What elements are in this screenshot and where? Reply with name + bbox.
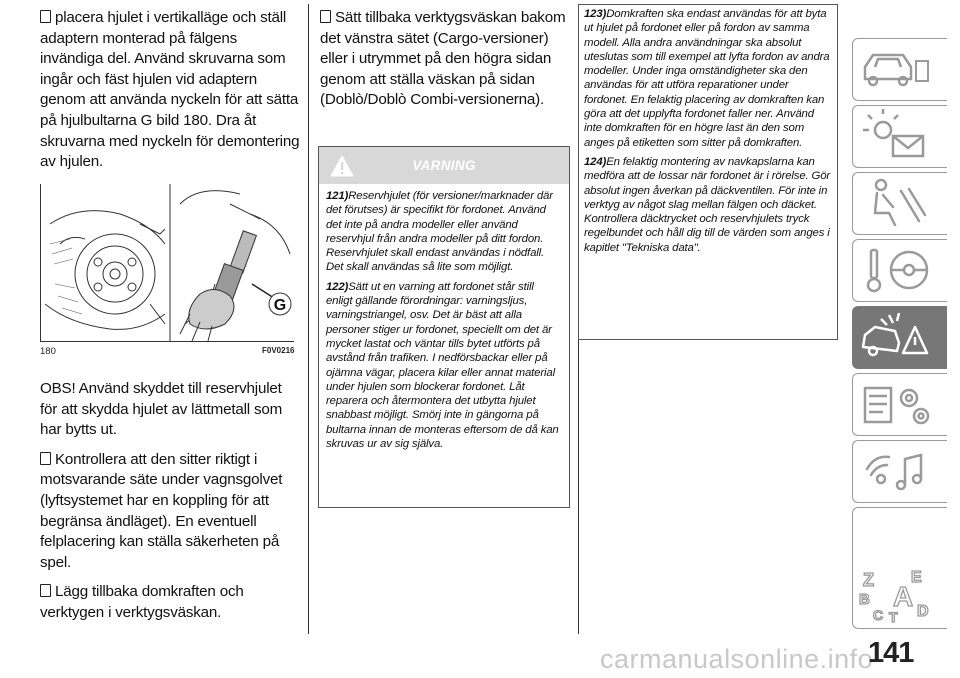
warning-title: VARNING <box>412 158 476 173</box>
column-divider-1 <box>308 4 309 634</box>
chapter-tab-index[interactable] <box>852 507 947 629</box>
figure-bottom-rule <box>40 341 294 342</box>
warning-124: 124)En felaktig montering av navkapslarna kan medföra att de lossar när fordonet är i rörelse. Gör absolut ingen åverkan på däckventilen. För inte in verktyg av något slag mellan fälgen och däcket. Kontrollera däcktrycket och reservhjulets tryck regelbundet och håll dig till de värden som anges i kapitlet "Tekniska data". <box>584 155 831 254</box>
obs-paragraph: OBS! Använd skyddet till reservhjulet för att skydda hjulet av lättmetall som har bytts ut. <box>40 380 283 439</box>
chapter-tab-safety[interactable] <box>852 172 947 235</box>
checkbox-bullet-icon <box>40 452 51 465</box>
chapter-tab-maintenance[interactable] <box>852 373 947 436</box>
key-steering-icon <box>853 240 947 301</box>
column-2 <box>320 8 570 111</box>
car-icon <box>853 39 947 100</box>
paragraph-tool-bag: Sätt tillbaka verktygsväskan bakom det vänstra sätet (Cargo-versioner) eller i utrymmet på den högra sidan genom att ställa väskan på sidan (Doblò/Doblò Combi-versionerna). <box>320 9 566 109</box>
paragraph-check-seat: Kontrollera att den sitter riktigt i motsvarande säte under vagnsgolvet (lyftsystemet har en koppling för att begränsa ändläget). En eventuell felplacering kan ställa säkerheten på spel. <box>40 450 283 571</box>
index-letters-icon <box>853 508 947 628</box>
warning-box-continued <box>578 4 838 340</box>
chapter-tab-warning-lights[interactable] <box>852 105 947 168</box>
seat-airbag-icon <box>853 173 947 234</box>
index-letter-b: B <box>859 591 870 608</box>
chapter-tab-starting[interactable] <box>852 239 947 302</box>
index-letter-d: D <box>917 603 929 620</box>
multimedia-icon <box>853 441 947 502</box>
figure-code: F0V0216 <box>262 346 295 355</box>
checkbox-bullet-icon <box>40 584 51 597</box>
column-1-lower <box>40 379 302 624</box>
maintenance-gears-icon <box>853 374 947 435</box>
warning-121: 121)Reservhjulet (för versioner/marknader där det förutses) är specifikt för fordonet. Använd det inte på andra modeller eller använd reservhjul från andra modeller på ditt fordon. Reservhjulet skall endast användas i nödfall. Det skall användas så lite som möjligt. <box>326 190 553 274</box>
warning-lights-icon <box>853 106 947 167</box>
paragraph-wheel-placement: placera hjulet i vertikalläge och ställ adaptern monterad på fälgens invändiga del. Använd skruvarna som ingår och fäst hjulen vid adaptern genom att använda nyckeln för att sätta på hjulbultarna G bild 180. Dra åt skruvarna med nyckeln för demontering av hjulen. <box>40 9 300 171</box>
column-1 <box>40 8 302 173</box>
figure-label-g: G <box>273 297 287 314</box>
checkbox-bullet-icon <box>40 10 51 23</box>
warning-header <box>319 147 569 184</box>
watermark: carmanualsonline.info <box>600 644 874 674</box>
index-letter-e: E <box>911 569 922 586</box>
index-letter-z: Z <box>863 570 874 590</box>
emergency-crash-icon <box>853 307 947 368</box>
chapter-tab-car[interactable] <box>852 38 947 101</box>
figure-number: 180 <box>40 346 56 357</box>
warning-122: 122)Sätt ut en varning att fordonet står still enligt gällande förordningar: varningsljus, varningstriangel, osv. Det är bäst att alla personer stiger ur fordonet, speciellt om det är mycket lastat och väntar tills bytet utförts på avstånd från trafiken. I nedförsbackar eller på ojämna vägar, placera kilar eller annat material under hjulen som blockerar fordonet. Låt reparera och återmontera det utbytta hjulet snabbast möjligt. Smörj inte in gängorna på bultarna innan de monteras eftersom de då kan skruvas ur av sig själva. <box>326 280 559 451</box>
figure-180 <box>40 184 294 341</box>
page-number: 141 <box>868 637 914 669</box>
chapter-tab-emergency[interactable] <box>852 306 947 369</box>
warning-123: 123)Domkraften ska endast användas för att byta ut hjulet på fordonet eller på fordon av samma modell. Alla andra användningar ska absolut uteslutas som till exempel att lyfta fordon av andra modeller. Under inga omständigheter ska den användas för att utföra reparationer under fordonet. En felaktig placering av domkraften kan göra att det upplyfta fordonet faller ner. Använd inte domkraften för en högre last än den som anges på etiketten som sitter på domkraften. <box>584 8 830 149</box>
chapter-tab-multimedia[interactable] <box>852 440 947 503</box>
index-letter-t: T <box>889 609 898 625</box>
warning-body <box>319 184 569 451</box>
checkbox-bullet-icon <box>320 10 331 23</box>
warning-box <box>318 146 570 508</box>
wheel-adapter-illustration <box>40 184 294 341</box>
index-letter-a: A <box>893 581 914 612</box>
paragraph-return-jack: Lägg tillbaka domkraften och verktygen i verktygsväskan. <box>40 583 244 621</box>
index-letter-c: C <box>873 607 884 623</box>
warning-continued-body <box>579 5 837 255</box>
